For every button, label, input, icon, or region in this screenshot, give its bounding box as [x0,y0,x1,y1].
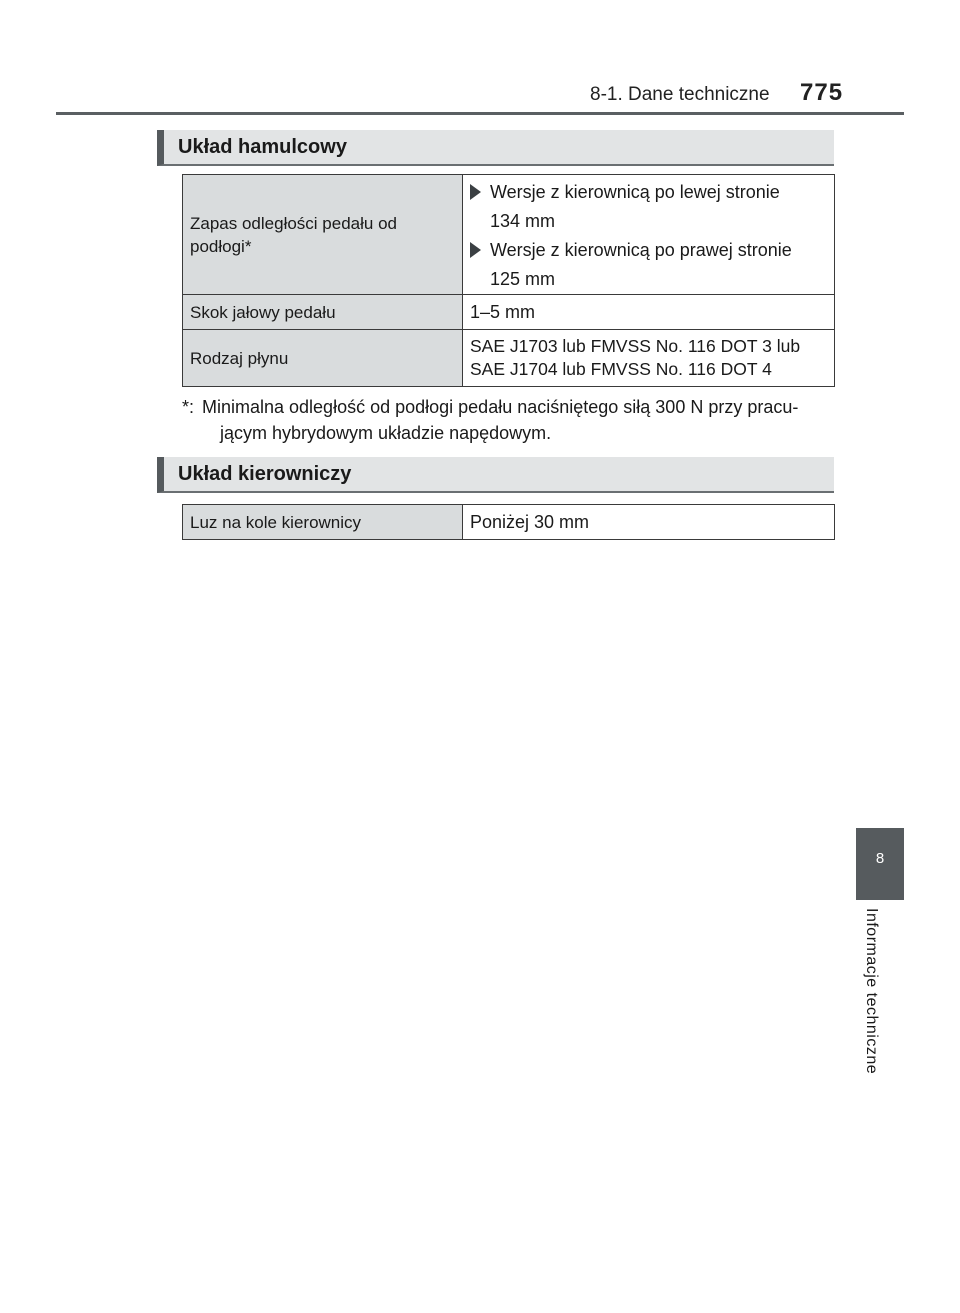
table-row [183,175,835,295]
header-section-title: 8-1. Dane techniczne [590,84,770,105]
version-value: 134 mm [490,210,556,231]
header-divider [56,112,904,115]
steering-spec-table [182,504,835,540]
list-item [470,178,827,207]
row-label [183,175,463,295]
fluid-type-line: SAE J1704 lub FMVSS No. 116 DOT 4 [470,359,772,379]
row-label: Skok jałowy pedału [183,295,463,330]
section-title-brakes: Układ hamulcowy [178,136,347,158]
footnote-mark: *: [182,397,195,417]
chapter-label-vertical [862,908,886,1098]
list-item [470,236,827,265]
footnote-text-line: jącym hybrydowym układzie napędowym. [220,423,552,443]
row-value: 1–5 mm [463,295,835,330]
chapter-label: Informacje techniczne [863,908,880,1075]
chapter-tab [856,828,904,900]
footnote-text-line: Minimalna odległość od podłogi pedału naciśniętego siłą 300 N przy pracu- [202,397,799,417]
footnote [182,394,842,446]
brake-spec-table [182,174,835,387]
page-number: 775 [800,79,844,106]
version-name: Wersje z kierownicą po prawej stronie [490,239,792,260]
table-row [183,505,835,540]
row-label: Rodzaj płynu [183,330,463,387]
table-row [183,295,835,330]
section-heading-steering [157,457,834,493]
fluid-type-line: SAE J1703 lub FMVSS No. 116 DOT 3 lub [470,336,801,356]
section-title-steering: Układ kierowniczy [178,463,352,485]
row-value: Poniżej 30 mm [463,505,835,540]
row-label: Luz na kole kierownicy [183,505,463,540]
pedal-clearance-label: Zapas odległości pedału od podłogi* [190,213,397,256]
bullet-triangle-icon [470,242,481,258]
row-value [463,330,835,387]
bullet-triangle-icon [470,184,481,200]
row-value [463,175,835,295]
version-value: 125 mm [490,268,556,289]
chapter-number: 8 [875,850,885,867]
table-row [183,330,835,387]
version-name: Wersje z kierownicą po lewej stronie [490,181,780,202]
section-heading-brakes [157,130,834,166]
